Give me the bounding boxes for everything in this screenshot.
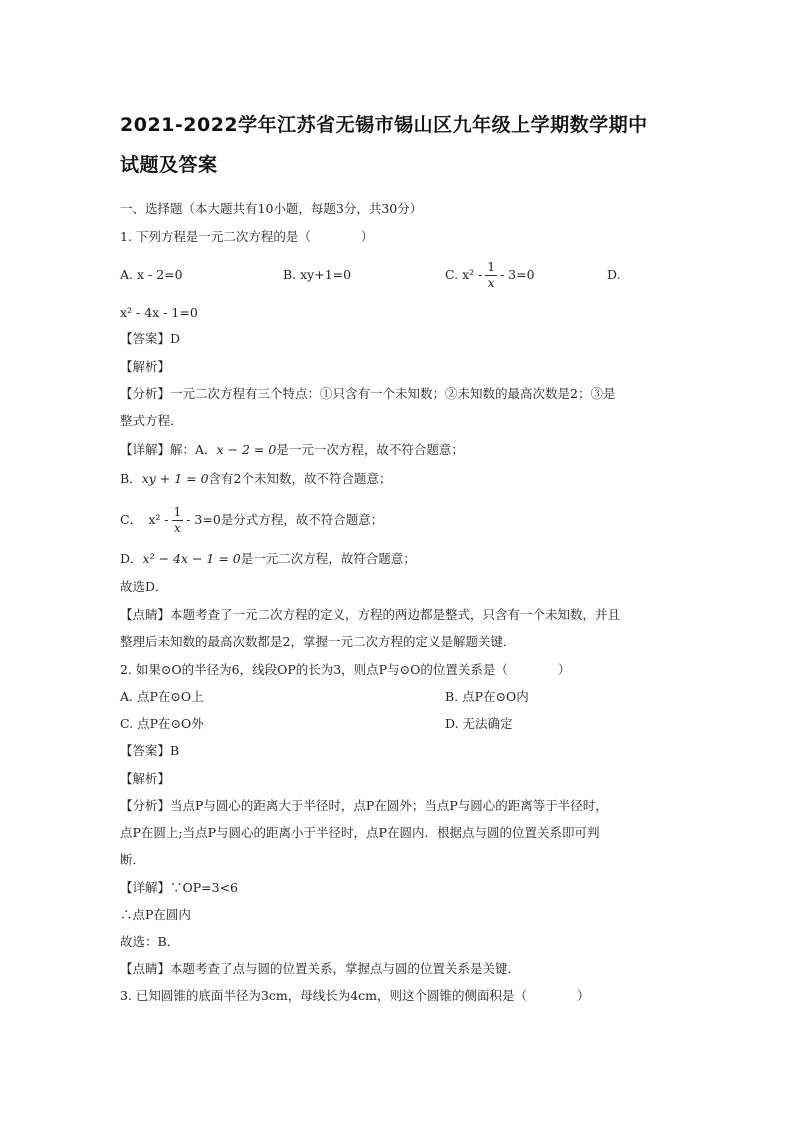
q1-detail-c-fraction — [172, 505, 184, 536]
q1-detail-a-pre: 【详解】解：A． — [120, 442, 217, 457]
q1-detail-c-numerator: 1 — [173, 505, 182, 519]
q2-option-b: B. 点P在⊙O内 — [445, 689, 529, 704]
q1-detail-d-pre: D． — [120, 551, 143, 566]
q2-option-c: C. 点P在⊙O外 — [120, 716, 204, 731]
q1-detail-c-post: - 3=0是分式方程，故不符合题意； — [186, 512, 384, 527]
q1-stem: 1. 下列方程是一元二次方程的是（ ） — [120, 229, 374, 244]
q1-option-c — [445, 255, 535, 295]
q1-fenxi-line-1: 【分析】一元二次方程有三个特点：①只含有一个未知数；②未知数的最高次数是2；③是 — [120, 386, 616, 401]
q1-answer: 【答案】D — [120, 331, 181, 346]
q1-option-c-numerator: 1 — [487, 260, 495, 274]
q2-analysis-label: 【解析】 — [120, 771, 171, 786]
q1-analysis-label: 【解析】 — [120, 359, 171, 374]
q1-detail-a-post: 是一元一次方程，故不符合题意； — [276, 442, 464, 457]
q1-detail-a-equation: x − 2 = 0 — [216, 442, 277, 457]
q2-fenxi-line-2: 点P在圆上;当点P与圆心的距离小于半径时，点P在圆内．根据点与圆的位置关系即可判 — [120, 825, 600, 840]
q1-option-a: A. x - 2=0 — [120, 267, 183, 282]
q1-detail-b-post: 含有2个未知数，故不符合题意； — [208, 471, 392, 486]
q1-dianjing-line-1: 【点睛】本题考查了一元二次方程的定义，方程的两边都是整式，只含有一个未知数，并且 — [120, 607, 621, 622]
q2-dianjing: 【点睛】本题考查了点与圆的位置关系，掌握点与圆的位置关系是关键． — [120, 961, 521, 976]
q1-option-d-label: D. — [607, 267, 621, 282]
section-heading: 一、选择题（本大题共有10小题，每题3分，共30分） — [120, 201, 423, 216]
q2-fenxi-line-1: 【分析】当点P与圆心的距离大于半径时，点P在圆外；当点P与圆心的距离等于半径时， — [120, 798, 608, 813]
q1-option-c-denominator: x — [487, 276, 495, 290]
q1-detail-b-pre: B． — [120, 471, 142, 486]
q2-answer: 【答案】B — [120, 743, 180, 758]
q1-option-b: B. xy+1=0 — [283, 267, 352, 282]
q1-fenxi-line-2: 整式方程． — [120, 413, 183, 428]
q2-therefore: ∴点P在圆内 — [120, 907, 191, 922]
q1-detail-b — [120, 470, 392, 488]
q2-fenxi-line-3: 断． — [120, 852, 146, 867]
q1-detail-d — [120, 550, 416, 568]
q1-detail-c-pre: C． x² - — [120, 512, 169, 527]
document-title-line-1: 2021-2022学年江苏省无锡市锡山区九年级上学期数学期中 — [120, 114, 648, 136]
q1-option-c-pre: C. x² - — [445, 267, 483, 282]
document-title-line-2: 试题及答案 — [120, 154, 218, 176]
q1-dianjing-line-2: 整理后未知数的最高次数都是2，掌握一元二次方程的定义是解题关键． — [120, 634, 516, 649]
q1-option-d-equation: x² - 4x - 1=0 — [120, 305, 198, 320]
q1-detail-d-post: 是一元二次方程，故符合题意； — [240, 551, 416, 566]
q1-detail-c-denominator: x — [174, 521, 181, 535]
q2-option-a: A. 点P在⊙O上 — [120, 689, 204, 704]
q2-detail: 【详解】∵OP=3<6 — [120, 880, 239, 895]
q1-option-c-post: - 3=0 — [499, 267, 535, 282]
q2-option-d: D. 无法确定 — [445, 716, 513, 731]
q1-detail-d-equation: x² − 4x − 1 = 0 — [142, 551, 241, 566]
q2-stem: 2. 如果⊙O的半径为6，线段OP的长为3，则点P与⊙O的位置关系是（ ） — [120, 662, 571, 677]
q3-stem: 3. 已知圆锥的底面半径为3cm，母线长为4cm，则这个圆锥的侧面积是（ ） — [120, 988, 590, 1003]
q2-choose: 故选：B． — [120, 934, 180, 949]
q1-detail-c — [120, 500, 383, 540]
q1-detail-a — [120, 441, 464, 459]
q1-option-c-fraction — [485, 260, 497, 291]
q1-detail-b-equation: xy + 1 = 0 — [141, 471, 209, 486]
q1-choose: 故选D． — [120, 579, 168, 594]
